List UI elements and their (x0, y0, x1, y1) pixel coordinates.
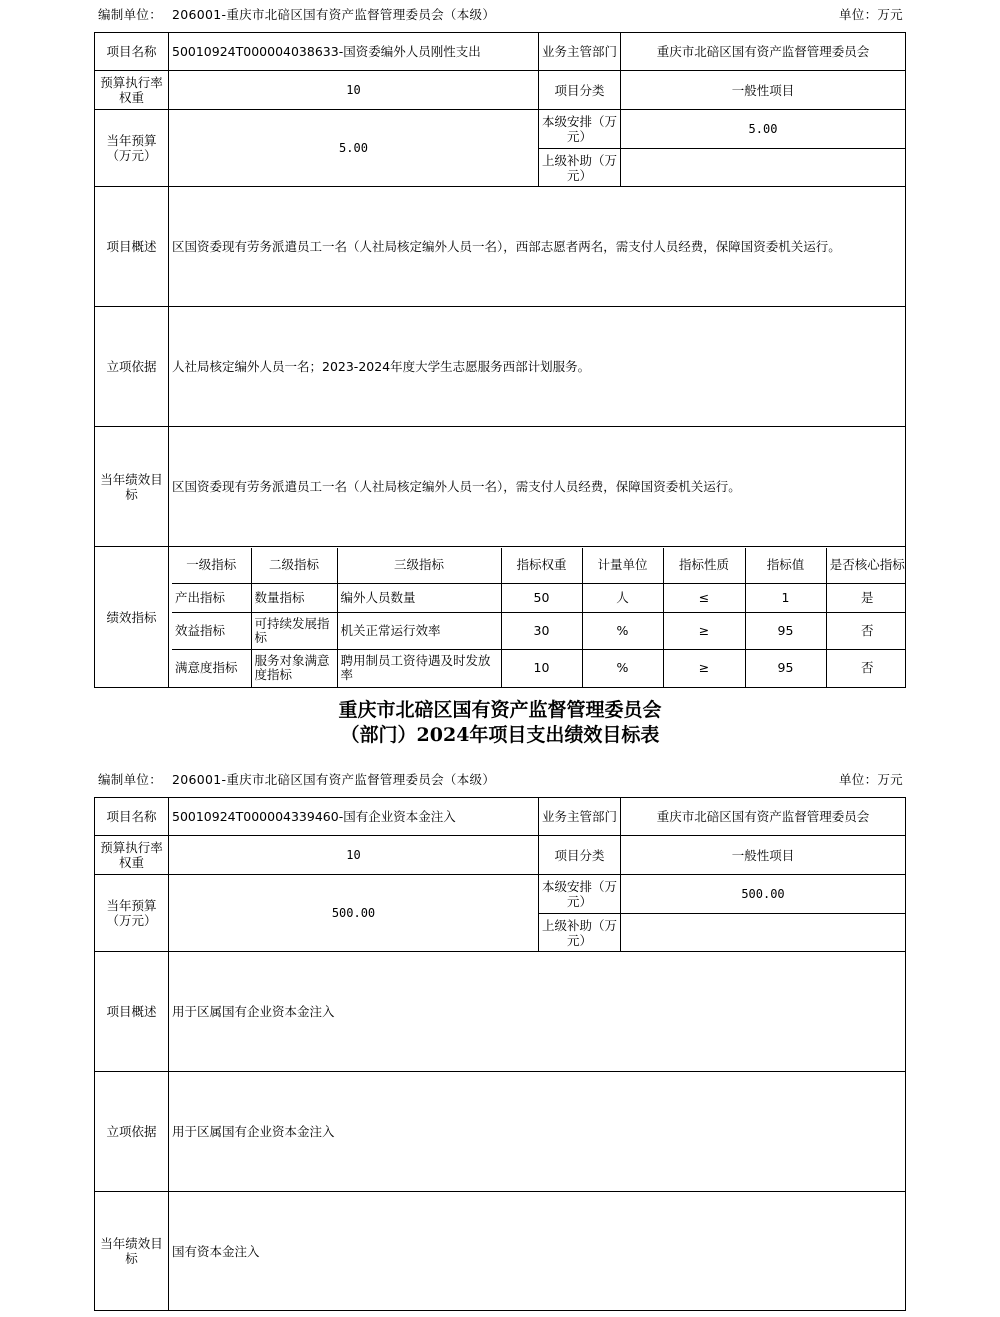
local-label: 本级安排（万元） (539, 110, 621, 149)
exec-weight-label: 预算执行率权重 (95, 71, 169, 110)
category-label: 项目分类 (539, 836, 621, 875)
perf-indicator-table (172, 548, 906, 687)
perf-header: 指标性质 (663, 548, 745, 584)
perf-cell: 可持续发展指标 (251, 613, 337, 650)
perf-cell: 95 (745, 613, 826, 650)
local-value: 5.00 (621, 110, 906, 149)
project-name-value: 50010924T000004339460-国有企业资本金注入 (169, 798, 539, 836)
exec-weight-value: 10 (169, 836, 539, 875)
superior-value (621, 149, 906, 187)
perf-cell: 服务对象满意度指标 (251, 650, 337, 687)
local-label: 本级安排（万元） (539, 875, 621, 914)
table-row (172, 613, 906, 650)
perf-cell: 否 (826, 650, 906, 687)
dept-label: 业务主管部门 (539, 33, 621, 71)
table-row (172, 650, 906, 687)
budget-value: 5.00 (169, 110, 539, 187)
basis-value: 人社局核定编外人员一名；2023-2024年度大学生志愿服务西部计划服务。 (169, 307, 906, 427)
budget-value: 500.00 (169, 875, 539, 952)
perf-cell: 编外人员数量 (337, 584, 501, 613)
perf-cell: 满意度指标 (172, 650, 251, 687)
perf-cell: 产出指标 (172, 584, 251, 613)
basis-label: 立项依据 (95, 1072, 169, 1192)
perf-cell: ≥ (663, 613, 745, 650)
goal-value: 国有资本金注入 (169, 1192, 906, 1311)
superior-label: 上级补助（万元） (539, 149, 621, 187)
performance-form-1 (94, 32, 906, 688)
budget-label: 当年预算（万元） (95, 875, 169, 952)
currency-label: 单位：万元 (838, 772, 903, 787)
project-name-value: 50010924T000004038633-国资委编外人员刚性支出 (169, 33, 539, 71)
unit-label: 编制单位： (98, 7, 163, 22)
project-name-label: 项目名称 (95, 33, 169, 71)
unit-value: 206001-重庆市北碚区国有资产监督管理委员会（本级） (172, 7, 496, 22)
perf-cell: 1 (745, 584, 826, 613)
table-row (172, 584, 906, 613)
perf-cell: 10 (501, 650, 582, 687)
perf-cell: ≥ (663, 650, 745, 687)
perf-cell: 机关正常运行效率 (337, 613, 501, 650)
basis-value: 用于区属国有企业资本金注入 (169, 1072, 906, 1192)
overview-value: 区国资委现有劳务派遣员工一名（人社局核定编外人员一名），西部志愿者两名，需支付人员经费，保障国资委机关运行。 (169, 187, 906, 307)
perf-cell: 效益指标 (172, 613, 251, 650)
dept-label: 业务主管部门 (539, 798, 621, 836)
perf-header: 计量单位 (582, 548, 663, 584)
perf-header: 三级指标 (337, 548, 501, 584)
unit-label: 编制单位： (98, 772, 163, 787)
dept-value: 重庆市北碚区国有资产监督管理委员会 (621, 798, 906, 836)
overview-value: 用于区属国有企业资本金注入 (169, 952, 906, 1072)
unit-value: 206001-重庆市北碚区国有资产监督管理委员会（本级） (172, 772, 496, 787)
local-value: 500.00 (621, 875, 906, 914)
perf-cell: 是 (826, 584, 906, 613)
superior-value (621, 914, 906, 952)
perf-header: 一级指标 (172, 548, 251, 584)
budget-label: 当年预算（万元） (95, 110, 169, 187)
exec-weight-value: 10 (169, 71, 539, 110)
dept-value: 重庆市北碚区国有资产监督管理委员会 (621, 33, 906, 71)
overview-label: 项目概述 (95, 952, 169, 1072)
goal-label: 当年绩效目标 (95, 427, 169, 547)
perf-cell: 聘用制员工资待遇及时发放率 (337, 650, 501, 687)
goal-label: 当年绩效目标 (95, 1192, 169, 1311)
perf-header: 指标值 (745, 548, 826, 584)
exec-weight-label: 预算执行率权重 (95, 836, 169, 875)
currency-label: 单位：万元 (838, 7, 903, 22)
perf-cell: ≤ (663, 584, 745, 613)
perf-header: 二级指标 (251, 548, 337, 584)
perf-cell: 人 (582, 584, 663, 613)
goal-value: 区国资委现有劳务派遣员工一名（人社局核定编外人员一名），需支付人员经费，保障国资委机关运行。 (169, 427, 906, 547)
superior-label: 上级补助（万元） (539, 914, 621, 952)
category-label: 项目分类 (539, 71, 621, 110)
perf-label: 绩效指标 (95, 547, 169, 688)
perf-cell: 95 (745, 650, 826, 687)
perf-cell: 50 (501, 584, 582, 613)
basis-label: 立项依据 (95, 307, 169, 427)
perf-cell: % (582, 613, 663, 650)
perf-cell: % (582, 650, 663, 687)
page-title-line-1: 重庆市北碚区国有资产监督管理委员会 (338, 699, 662, 721)
perf-header: 是否核心指标 (826, 548, 906, 584)
page-title-line-2: （部门）2024年项目支出绩效目标表 (340, 724, 660, 746)
perf-indicators (169, 547, 906, 688)
perf-cell: 30 (501, 613, 582, 650)
perf-cell: 否 (826, 613, 906, 650)
perf-cell: 数量指标 (251, 584, 337, 613)
performance-form-2 (94, 797, 906, 1311)
project-name-label: 项目名称 (95, 798, 169, 836)
perf-header: 指标权重 (501, 548, 582, 584)
category-value: 一般性项目 (621, 836, 906, 875)
perf-header-row (172, 548, 906, 584)
overview-label: 项目概述 (95, 187, 169, 307)
category-value: 一般性项目 (621, 71, 906, 110)
